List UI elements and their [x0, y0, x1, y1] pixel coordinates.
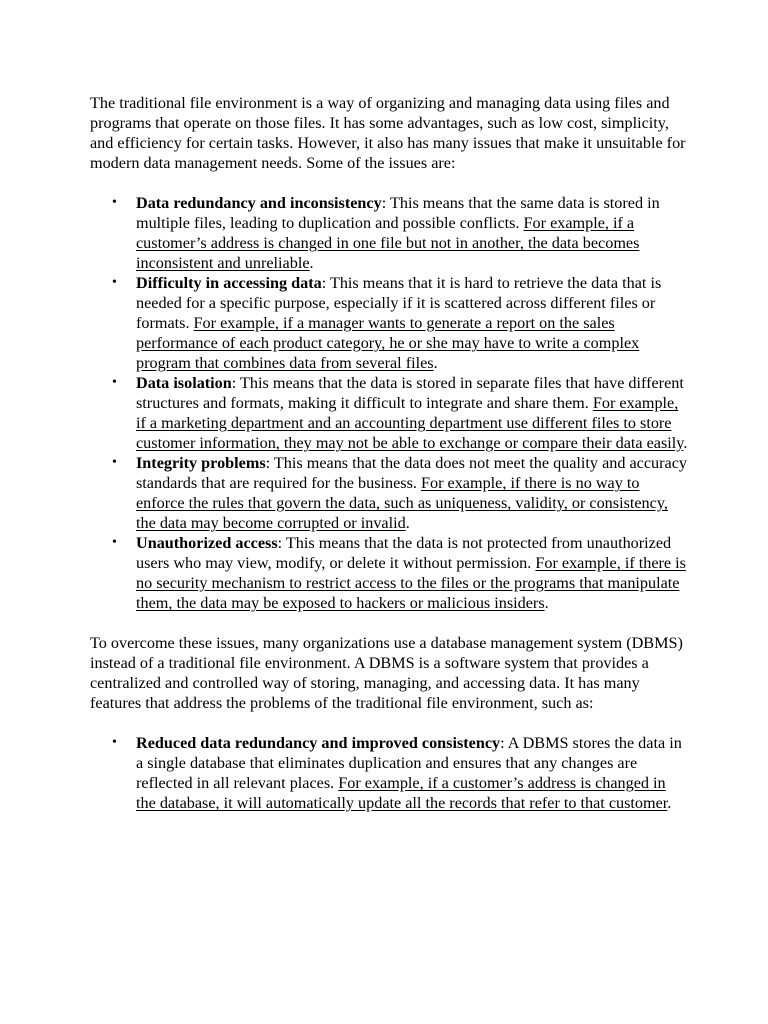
issue-description: : This means that the same data is stored in multiple files, leading to duplication and possible conflicts.: [136, 194, 660, 232]
issue-description: : This means that the data does not meet the quality and accuracy standards that are required for the business.: [136, 454, 687, 492]
list-item-reduced-redundancy: [90, 733, 688, 813]
bullet-icon: •: [112, 735, 117, 750]
intro-paragraph: The traditional file environment is a way of organizing and managing data using files and programs that operate on those files. It has some advantages, such as low cost, simplicity, and efficiency for certain tasks. However, it also has many issues that make it unsuitable for modern data management needs. Some of the issues are:: [90, 94, 686, 172]
issue-end: .: [683, 434, 688, 452]
bullet-icon: •: [112, 195, 117, 210]
issue-example: For example, if there is no way to enforce the rules that govern the data, such as uniqueness, validity, or consistency, the data may become corrupted or invalid: [136, 474, 668, 532]
list-item-difficulty-accessing: [90, 273, 688, 373]
issue-example: For example, if a manager wants to generate a report on the sales performance of each product category, he or she may have to write a complex program that combines data from several files: [136, 314, 640, 372]
issue-description: : This means that the data is stored in separate files that have different structures and formats, making it difficult to integrate and share them.: [136, 374, 684, 412]
feature-example: For example, if a customer’s address is changed in the database, it will automatically update all the records that refer to that customer: [136, 774, 668, 812]
issue-term: Unauthorized access: [136, 534, 278, 552]
issue-end: .: [544, 594, 549, 612]
bullet-icon: •: [112, 375, 117, 390]
issue-end: .: [405, 514, 410, 532]
issue-example: For example, if there is no security mechanism to restrict access to the files or the programs that manipulate them, the data may be exposed to hackers or malicious insiders: [136, 554, 686, 612]
issue-description: : This means that the data is not protected from unauthorized users who may view, modify, or delete it without permission.: [136, 534, 672, 572]
feature-end: .: [667, 794, 672, 812]
issue-example: For example, if a marketing department and an accounting department use different files to store customer information, they may not be able to exchange or compare their data easily: [136, 394, 684, 452]
issue-end: .: [433, 354, 438, 372]
list-item-data-isolation: [90, 373, 688, 453]
document-page: [90, 93, 688, 813]
bullet-icon: •: [112, 455, 117, 470]
issue-term: Data isolation: [136, 374, 232, 392]
features-list: [90, 733, 688, 813]
transition-paragraph: To overcome these issues, many organizations use a database management system (DBMS) instead of a traditional file environment. A DBMS is a software system that provides a centralized and controlled way of storing, managing, and accessing data. It has many features that address the problems of the traditional file environment, such as:: [90, 634, 683, 712]
bullet-icon: •: [112, 275, 117, 290]
feature-description: : A DBMS stores the data in a single database that eliminates duplication and ensures that any changes are reflected in all relevant places.: [136, 734, 682, 792]
feature-term: Reduced data redundancy and improved consistency: [136, 734, 501, 752]
list-item-integrity-problems: [90, 453, 688, 533]
issue-term: Data redundancy and inconsistency: [136, 194, 382, 212]
issue-description: : This means that it is hard to retrieve the data that is needed for a specific purpose, especially if it is scattered across different files or formats.: [136, 274, 662, 332]
issue-term: Integrity problems: [136, 454, 266, 472]
issue-example: For example, if a customer’s address is changed in one file but not in another, the data becomes inconsistent and unreliable: [136, 214, 640, 272]
issue-term: Difficulty in accessing data: [136, 274, 322, 292]
issue-end: .: [309, 254, 314, 272]
bullet-icon: •: [112, 535, 117, 550]
issues-list: [90, 193, 688, 613]
list-item-unauthorized-access: [90, 533, 688, 613]
list-item-data-redundancy: [90, 193, 688, 273]
